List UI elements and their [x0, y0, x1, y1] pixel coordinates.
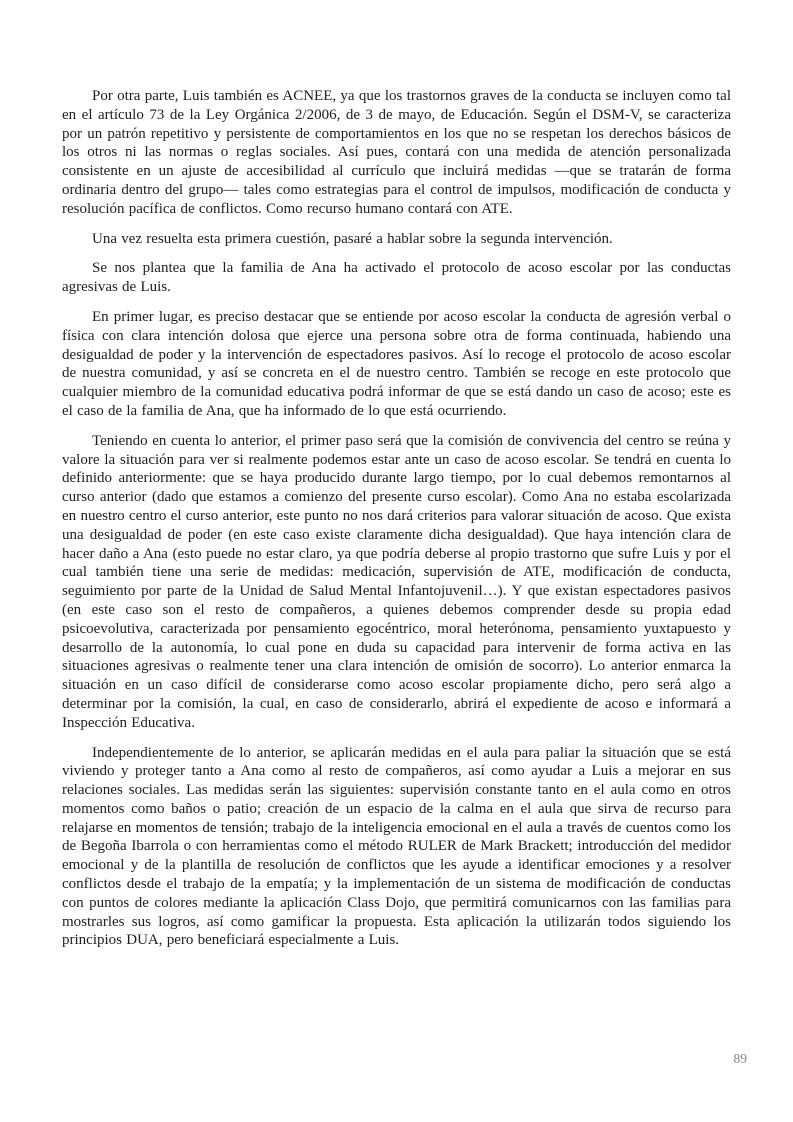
paragraph-2: Una vez resuelta esta primera cuestión, pasaré a hablar sobre la segunda intervención. [92, 230, 613, 247]
page-number: 89 [733, 1051, 747, 1066]
paragraph-4: En primer lugar, es preciso destacar que se entiende por acoso escolar la conducta de agresión verbal o física con clara intención dolosa que ejerce una persona sobre otra de forma continuada, habiendo una desigualdad de poder y la intervención de espectadores pasivos. Así lo recoge el protocolo de acoso escolar de nuestra comunidad, y así se concreta en el de nuestro centro. También se recoge en este protocolo que cualquier miembro de la comunidad educativa podrá informar de que se está dando un caso de acoso; este es el caso de la familia de Ana, que ha informado de lo que está ocurriendo. [62, 308, 731, 419]
paragraph-5: Teniendo en cuenta lo anterior, el primer paso será que la comisión de convivencia del centro se reúna y valore la situación para ver si realmente podemos estar ante un caso de acoso escolar. Se tendrá en cuenta lo definido anteriormente: que se haya producido durante largo tiempo, por lo cual debemos remontarnos al curso anterior (dado que estamos a comienzo del presente curso escolar). Como Ana no estaba escolarizada en nuestro centro el curso anterior, este punto no nos dará criterios para valorar situación de acoso. Que exista una desigualdad de poder (en este caso existe claramente dicha desigualdad). Que haya intención clara de hacer daño a Ana (esto puede no estar claro, ya que podría deberse al propio trastorno que sufre Luis y por el cual también tiene una serie de medidas: medicación, supervisión de ATE, modificación de conducta, seguimiento por parte de la Unidad de Salud Mental Infantojuvenil…). Y que existan espectadores pasivos (en este caso son el resto de compañeros, a quienes debemos comprender desde su propia edad psicoevolutiva, caracterizada por pensamiento egocéntrico, moral heterónoma, pensamiento yuxtapuesto y desarrollo de la autonomía, lo cual pone en duda su capacidad para intervenir de forma activa en las situaciones agresivas o realmente tener una clara intención de omisión de socorro). Lo anterior enmarca la situación en un caso difícil de considerarse como acoso escolar propiamente dicho, pero será algo a determinar por la comisión, la cual, en caso de considerarlo, abrirá el expediente de acoso e informará a Inspección Educativa. [62, 432, 731, 731]
paragraph-6: Independientemente de lo anterior, se aplicarán medidas en el aula para paliar la situación que se está viviendo y proteger tanto a Ana como al resto de compañeros, así como ayudar a Luis a mejorar en sus relaciones sociales. Las medidas serán las siguientes: supervisión constante tanto en el aula como en otros momentos como baños o patio; creación de un espacio de la calma en el aula que sirva de recurso para relajarse en momentos de tensión; trabajo de la inteligencia emocional en el aula a través de cuentos como los de Begoña Ibarrola o con herramientas como el método RULER de Mark Brackett; introducción del medidor emocional y de la plantilla de resolución de conflictos que les ayude a identificar emociones y a resolver conflictos desde el trabajo de la empatía; y la implementación de un sistema de modificación de conductas con puntos de colores mediante la aplicación Class Dojo, que permitirá comunicarnos con las familias para mostrarles sus logros, así como gamificar la propuesta. Esta aplicación la utilizarán todos siguiendo los principios DUA, pero beneficiará especialmente a Luis. [62, 744, 731, 949]
text-block [62, 87, 731, 961]
paragraph-3: Se nos plantea que la familia de Ana ha activado el protocolo de acoso escolar por las conductas agresivas de Luis. [62, 260, 731, 296]
paragraph-1: Por otra parte, Luis también es ACNEE, ya que los trastornos graves de la conducta se incluyen como tal en el artículo 73 de la Ley Orgánica 2/2006, de 3 de mayo, de Educación. Según el DSM-V, se caracteriza por un patrón repetitivo y persistente de comportamientos en los que no se respetan los derechos básicos de los otros ni las normas o reglas sociales. Así pues, contará con una medida de atención personalizada consistente en un ajuste de accesibilidad al currículo que incluirá medidas —que se tratarán de forma ordinaria dentro del grupo— tales como estrategias para el control de impulsos, modificación de conducta y resolución pacífica de conflictos. Como recurso humano contará con ATE. [62, 88, 731, 217]
